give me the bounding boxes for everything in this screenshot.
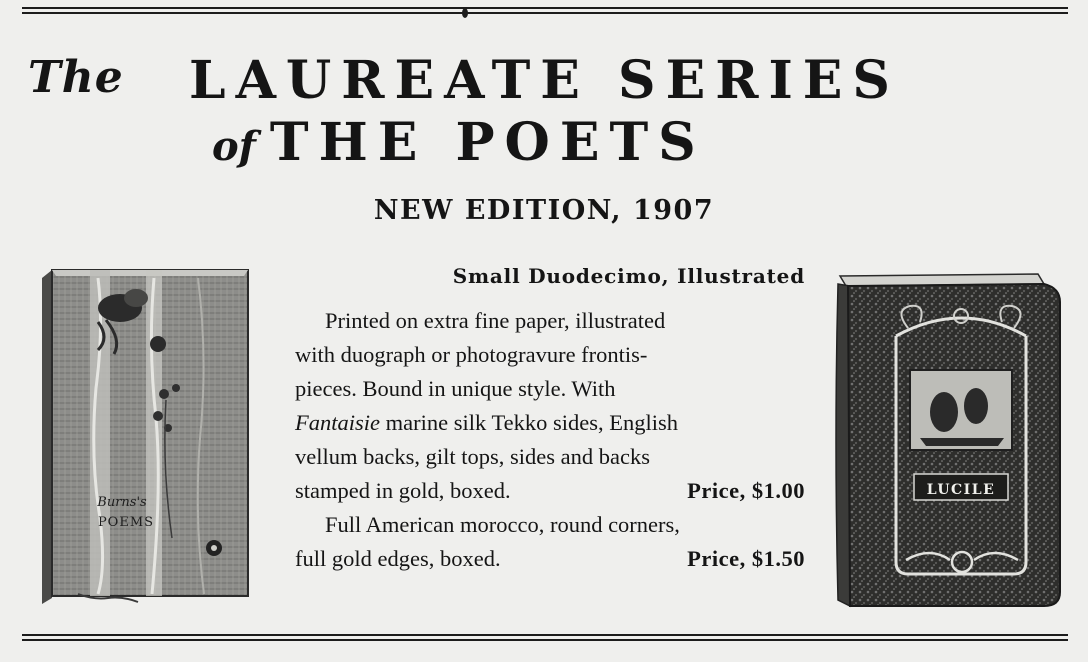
book-title-line-1: Burns's xyxy=(97,495,147,510)
text-line xyxy=(295,338,805,372)
price-silk-edition: Price, $1.00 xyxy=(687,478,805,503)
line-8-text: full gold edges, boxed. xyxy=(295,546,501,571)
book-title: LUCILE xyxy=(926,482,996,498)
edition-heading: NEW EDITION, 1907 xyxy=(373,195,715,226)
description-column xyxy=(295,264,805,576)
title-the: The xyxy=(28,52,124,103)
title-line-1 xyxy=(24,50,1068,112)
description-paragraph-2 xyxy=(295,508,805,576)
line-2-text: with duograph or photogravure frontis- xyxy=(295,342,648,367)
top-double-rule xyxy=(22,7,1068,14)
book-spine xyxy=(42,270,52,604)
format-subheading: Small Duodecimo, Illustrated xyxy=(452,264,805,288)
text-line xyxy=(295,304,805,338)
fantaisie-italic: Fantaisie xyxy=(295,410,380,435)
text-line xyxy=(295,542,805,576)
lucile-book-illustration xyxy=(834,270,1064,610)
line-6-text: stamped in gold, boxed. xyxy=(295,478,511,503)
bottom-double-rule xyxy=(22,634,1068,641)
line-3-text: pieces. Bound in unique style. With xyxy=(295,376,616,401)
title-the-poets: THE POETS xyxy=(269,112,706,173)
line-7-text: Full American morocco, round corners, xyxy=(325,512,680,537)
burns-poems-book-illustration xyxy=(38,268,254,610)
description-paragraph-1 xyxy=(295,304,805,508)
line-5-text: vellum backs, gilt tops, sides and backs xyxy=(295,444,650,469)
text-line xyxy=(295,406,805,440)
book-title-line-2: POEMS xyxy=(97,515,155,530)
title-of: of xyxy=(212,123,256,170)
title-laureate-series: LAUREATE SERIES xyxy=(189,50,900,111)
text-line xyxy=(295,440,805,474)
text-line xyxy=(295,508,805,542)
line-4-text: marine silk Tekko sides, English xyxy=(380,410,678,435)
line-1-text: Printed on extra fine paper, illustrated xyxy=(325,308,666,333)
text-line xyxy=(295,372,805,406)
price-morocco-edition: Price, $1.50 xyxy=(687,546,805,571)
title-line-2 xyxy=(212,112,706,174)
text-line xyxy=(295,474,805,508)
rule-ornament xyxy=(462,8,468,18)
